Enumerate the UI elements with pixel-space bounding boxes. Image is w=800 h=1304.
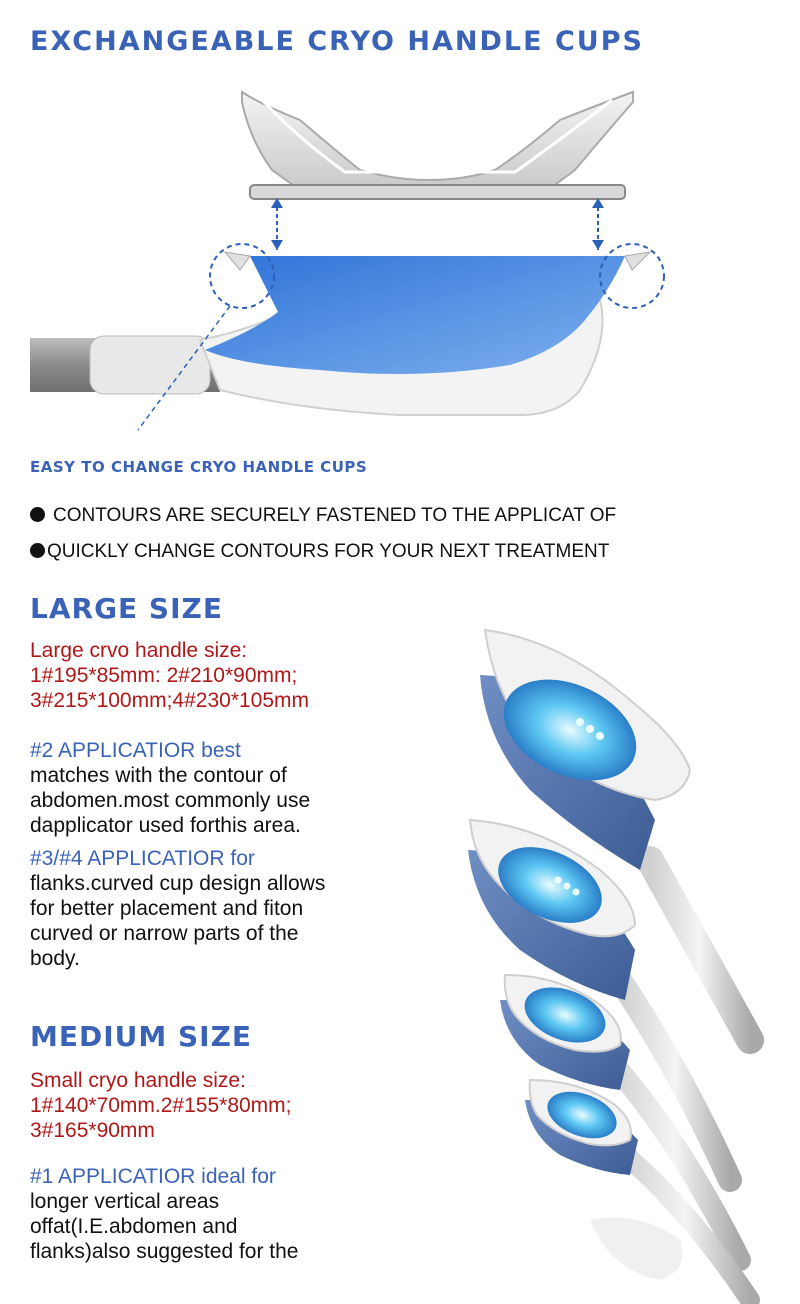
medium-size-line: 3#165*90mm [30,1119,155,1142]
app34-line: curved or narrow parts of the [30,922,299,945]
large-size-line: 1#195*85mm: 2#210*90mm; [30,664,298,687]
hero-caption: EASY TO CHANGE CRYO HANDLE CUPS [30,458,368,476]
app2-line: dapplicator used forthis area. [30,814,301,837]
large-size-heading: LARGE SIZE [30,592,223,625]
app34-line: for better placement and fiton [30,897,304,920]
app2-heading: #2 APPLICATIOR best [30,739,241,762]
bullet-dot-icon [30,543,45,558]
app2-line: matches with the contour of [30,764,287,787]
large-size-spec [30,638,430,713]
app2-description [30,738,430,838]
app34-line: body. [30,947,80,970]
app34-description [30,846,430,971]
medium-size-heading: MEDIUM SIZE [30,1020,253,1053]
app1-line: flanks)also suggested for the [30,1240,299,1263]
page-title: EXCHANGEABLE CRYO HANDLE CUPS [30,26,644,57]
app1-line: offat(I.E.abdomen and [30,1215,238,1238]
app34-heading: #3/#4 APPLICATIOR for [30,847,255,870]
bullet-item: CONTOURS ARE SECURELY FASTENED TO THE APPLICAT OF [30,505,616,527]
app1-description [30,1164,430,1264]
cup-exchange-illustration [0,80,800,450]
bullet-dot-icon [30,507,45,522]
large-size-label: Large crvo handle size: [30,639,248,662]
bullet-item: QUICKLY CHANGE CONTOURS FOR YOUR NEXT TREATMENT [30,541,609,563]
medium-size-line: 1#140*70mm.2#155*80mm; [30,1094,292,1117]
app34-line: flanks.curved cup design allows [30,872,326,895]
large-size-line: 3#215*100mm;4#230*105mm [30,689,310,712]
app1-heading: #1 APPLICATIOR ideal for [30,1165,276,1188]
medium-size-spec [30,1068,430,1143]
app2-line: abdomen.most commonly use [30,789,311,812]
medium-size-label: Small cryo handle size: [30,1069,246,1092]
applicator-set-illustration [440,620,800,1304]
app1-line: longer vertical areas [30,1190,220,1213]
